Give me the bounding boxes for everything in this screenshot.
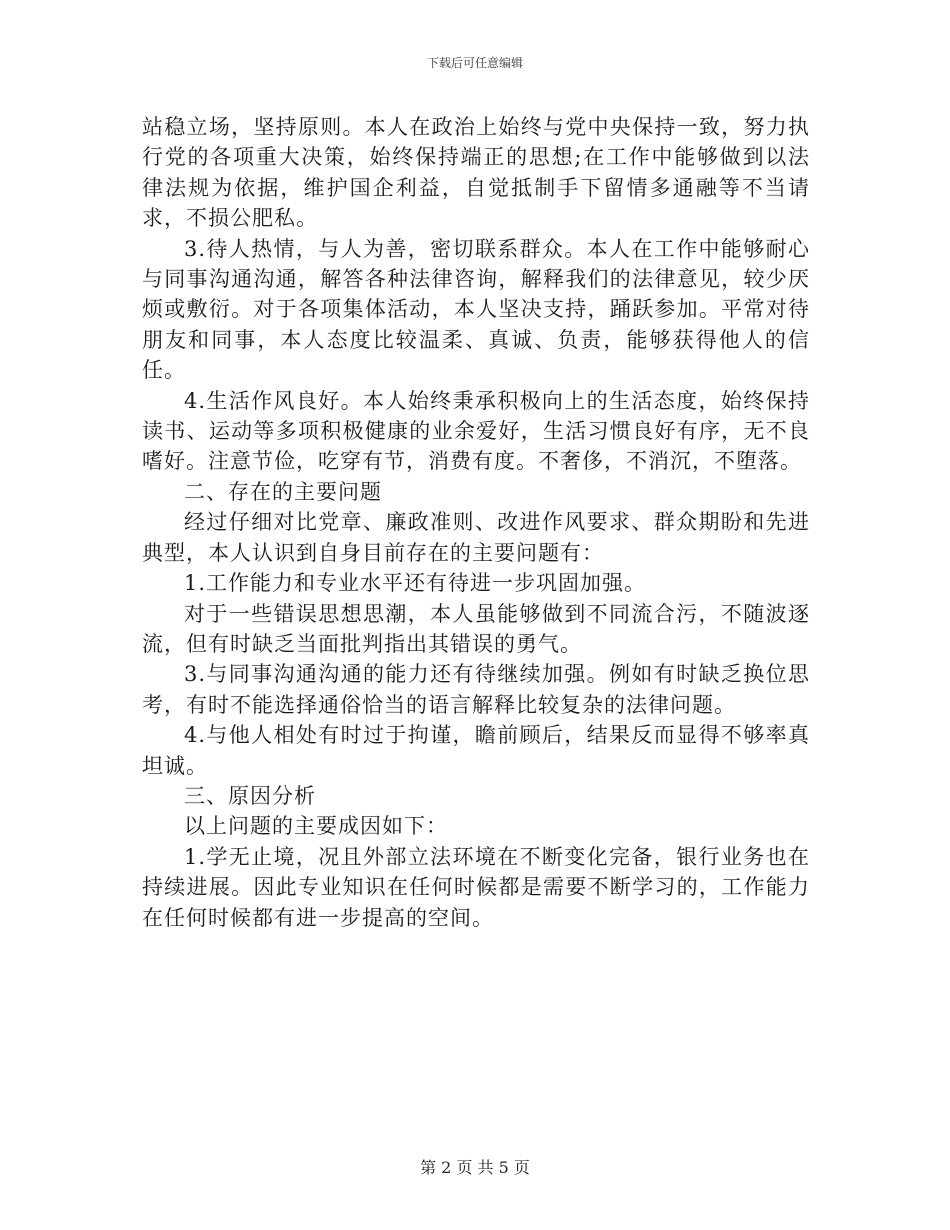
- paragraph-item-4-lifestyle: 4.生活作风良好。本人始终秉承积极向上的生活态度，始终保持读书、运动等多项积极健康的业余爱好，生活习惯良好有序，无不良嗜好。注意节俭，吃穿有节，消费有度。不奢侈，不消沉，不堕落。: [142, 388, 810, 474]
- paragraph-problem-3: 3.与同事沟通沟通的能力还有待继续加强。例如有时缺乏换位思考，有时不能选择通俗恰当的语言解释比较复杂的法律问题。: [142, 662, 810, 717]
- page-header: 下载后可任意编辑: [426, 56, 523, 70]
- paragraph-problems-intro: 经过仔细对比党章、廉政准则、改进作风要求、群众期盼和先进典型，本人认识到自身目前存在的主要问题有：: [142, 510, 810, 565]
- paragraph-problem-4: 4.与他人相处有时过于拘谨，瞻前顾后，结果反而显得不够率真坦诚。: [142, 723, 810, 778]
- paragraph-political-stance: 站稳立场，坚持原则。本人在政治上始终与党中央保持一致，努力执行党的各项重大决策，始终保持端正的思想;在工作中能够做到以法律法规为依据，维护国企利益，自觉抵制手下留情多通融等不当请求，不损公肥私。: [142, 115, 810, 231]
- paragraph-problem-1: 1.工作能力和专业水平还有待进一步巩固加强。: [184, 571, 647, 596]
- paragraph-problem-2: 对于一些错误思想思潮，本人虽能够做到不同流合污，不随波逐流，但有时缺乏当面批判指出其错误的勇气。: [142, 601, 810, 656]
- document-body: [142, 112, 810, 933]
- paragraph-cause-1: 1.学无止境，况且外部立法环境在不断变化完备，银行业务也在持续进展。因此专业知识在任何时候都是需要不断学习的，工作能力在任何时候都有进一步提高的空间。: [142, 844, 810, 930]
- section-heading-problems: 二、存在的主要问题: [184, 479, 382, 504]
- page-number-footer: 第 2 页 共 5 页: [420, 1158, 530, 1177]
- paragraph-causes-intro: 以上问题的主要成因如下：: [184, 814, 448, 839]
- section-heading-causes: 三、原因分析: [184, 783, 316, 808]
- paragraph-item-3-warmth: 3.待人热情，与人为善，密切联系群众。本人在工作中能够耐心与同事沟通沟通，解答各种法律咨询，解释我们的法律意见，较少厌烦或敷衍。对于各项集体活动，本人坚决支持，踊跃参加。平常对待朋友和同事，本人态度比较温柔、真诚、负责，能够获得他人的信任。: [142, 236, 810, 383]
